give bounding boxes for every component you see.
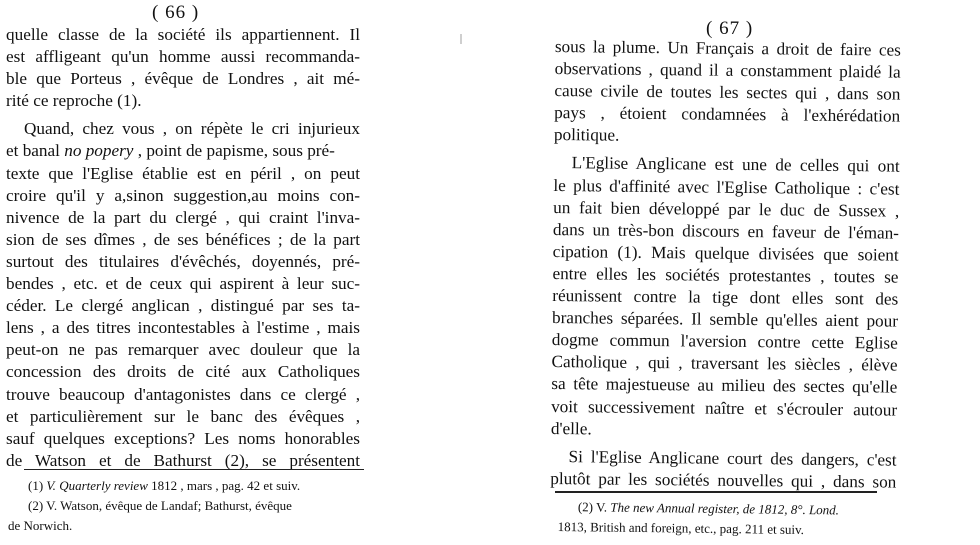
text-line: sauf quelques exceptions? Les noms honorables xyxy=(6,428,360,448)
footnote-2-cont: 1813, British and foreign, etc., pag. 211 et suiv. xyxy=(557,518,805,538)
footnote-rule xyxy=(24,469,364,470)
text-line: Catholique , qui , traversant les siècles , élève xyxy=(551,352,898,375)
text-line: dans un très-bon discours en faveur de l'éman- xyxy=(552,219,900,243)
right-page-text xyxy=(550,36,901,493)
text-line: Quand, chez vous , on répète le cri injurieux xyxy=(24,119,360,139)
footnote-1 xyxy=(8,476,368,496)
text-line: croire qu'il y a,sinon suggestion,au moins con- xyxy=(6,185,360,205)
footnote-v: V. xyxy=(46,478,56,493)
page-number-right: ( 67 ) xyxy=(706,18,754,39)
footnote-text: 1812 , mars , pag. 42 et suiv. xyxy=(151,478,301,493)
footnotes-left xyxy=(8,476,368,536)
page-number-left: ( 66 ) xyxy=(152,2,200,23)
text-line: rité ce reproche (1). xyxy=(6,91,142,111)
text-line: céder. Le clergé anglican , distingué par ses ta- xyxy=(6,296,360,316)
footnotes-right xyxy=(558,497,888,541)
text-line: réunissent contre la tige dont elles sont des xyxy=(552,286,899,309)
text-line: d'elle. xyxy=(550,418,592,438)
gutter-mark xyxy=(460,34,462,44)
text-line: et particulièrement sur le banc des évêques , xyxy=(6,406,360,426)
footnote-rule xyxy=(555,491,877,493)
italic-phrase: no popery xyxy=(64,141,134,161)
text-line: L'Eglise Anglicane est une de celles qui ont xyxy=(571,153,900,177)
text-line: voit successivement naître et s'écrouler autour xyxy=(551,396,898,420)
text-line: lens , a des titres incontestables à l'estime , mais xyxy=(6,318,360,338)
text-line: Si l'Eglise Anglicane court des dangers, c'est xyxy=(568,446,897,470)
text-line: bendes , etc. et de ceux qui aspirent à leur suc- xyxy=(6,274,360,294)
text-line: texte que l'Eglise établie est en péril , on peut xyxy=(6,163,360,183)
footnote-2-cont: de Norwich. xyxy=(8,518,73,533)
footnote-title: The new Annual register, xyxy=(610,499,740,517)
text-line: pays , étoient condamnées à l'exhérédation xyxy=(554,103,901,126)
text-line: de Watson et de Bathurst (2), se présentent xyxy=(6,450,360,470)
footnote-text: de 1812, 8°. Lond. xyxy=(742,501,840,518)
text-line: entre elles les sociétés protestantes , toutes se xyxy=(552,263,899,287)
footnote-2: (2) V. Watson, évêque de Landaf; Bathurst, évêque xyxy=(28,498,292,513)
text-line: observations , quand il a constamment plaidé la xyxy=(554,59,901,82)
text-line: surtout des titulaires d'évêchés, doyennés, pré- xyxy=(6,251,360,271)
text-line: sous la plume. Un Français a droit de faire ces xyxy=(554,36,901,60)
text-line: ble que Porteus , évêque de Londres , ait mé- xyxy=(6,69,360,89)
text-line: peut-on ne pas remarquer avec douleur que la xyxy=(6,340,360,360)
text-line: sa tête majestueuse au milieu des sectes qu'elle xyxy=(551,374,898,398)
text-line: dogme commun l'aversion contre cette Eglise xyxy=(551,330,898,353)
text-line: branches séparées. Il semble qu'elles aient pour xyxy=(551,308,899,331)
text-line: sion de ses dîmes , de ses bénéfices ; de la part xyxy=(6,229,360,249)
text-line-mixed xyxy=(6,140,360,162)
text-segment: et banal xyxy=(6,141,60,161)
text-line: cipation (1). Mais quelque divisées que soient xyxy=(552,241,899,265)
text-segment: , point de papisme, sous pré- xyxy=(137,141,335,161)
text-line: un fait bien développé par le duc de Sussex , xyxy=(553,197,900,221)
left-page-text xyxy=(6,24,360,472)
left-page xyxy=(0,0,470,545)
text-line: est affligeant qu'un homme aussi recommanda- xyxy=(6,47,360,67)
text-line: concession des droits de cité aux Catholiques xyxy=(6,362,360,382)
text-line: nivence de la part du clergé , qui craint l'inva- xyxy=(6,207,360,227)
text-line: plutôt par les sociétés nouvelles qui , dans son xyxy=(550,468,897,492)
footnote-marker: (1) xyxy=(28,478,44,493)
right-page xyxy=(500,0,980,545)
footnote-marker: (2) V. xyxy=(577,499,608,515)
text-line: cause civile de toutes les sectes qui , dans son xyxy=(554,81,901,104)
text-line: quelle classe de la société ils appartiennent. Il xyxy=(6,25,360,44)
footnote-title: Quarterly review xyxy=(59,478,148,493)
text-line: politique. xyxy=(553,125,620,146)
text-line: trouve beaucoup d'antagonistes dans ce clergé , xyxy=(6,384,360,404)
text-line: le plus d'affinité avec l'Eglise Catholique : c'est xyxy=(553,175,900,199)
